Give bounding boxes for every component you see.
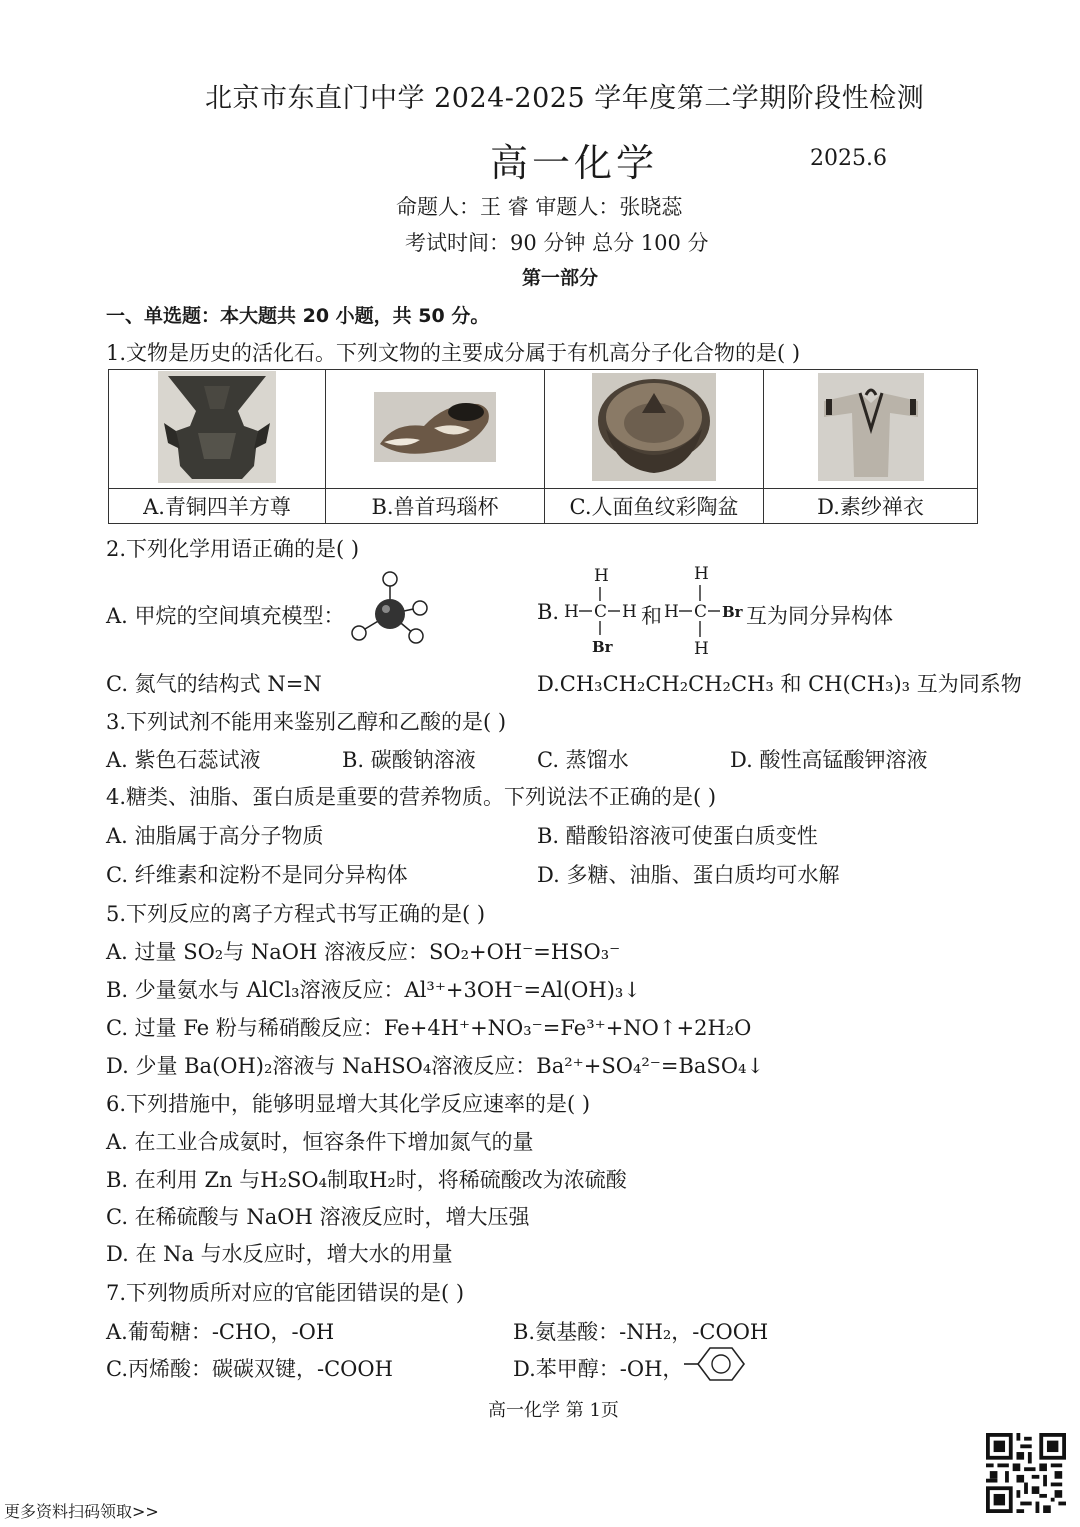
svg-text:H: H [694, 639, 709, 657]
q4-option-b: B. 醋酸铅溶液可使蛋白质变性 [537, 824, 818, 848]
q2-option-b-prefix: B. [537, 600, 560, 624]
exam-info: 考试时间：90 分钟 总分 100 分 [405, 231, 709, 255]
svg-text:H: H [564, 602, 579, 622]
exam-title: 北京市东直门中学 2024-2025 学年度第二学期阶段性检测 [205, 83, 925, 114]
q6-option-a: A. 在工业合成氨时，恒容条件下增加氮气的量 [106, 1130, 534, 1154]
q2-option-b-and: 和 [641, 604, 662, 628]
q2-option-a: A. 甲烷的空间填充模型： [106, 604, 345, 628]
q4-option-d: D. 多糖、油脂、蛋白质均可水解 [537, 863, 840, 887]
q3-option-c: C. 蒸馏水 [537, 748, 629, 772]
svg-text:Br: Br [592, 638, 613, 656]
q5-option-b: B. 少量氨水与 AlCl₃溶液反应：Al³⁺+3OH⁻=Al(OH)₃↓ [106, 978, 641, 1002]
subject-title: 高一化学 [490, 141, 659, 185]
q1-option-b: B.兽首玛瑙杯 [326, 489, 545, 524]
q3-option-a: A. 紫色石蕊试液 [106, 748, 261, 772]
q4-option-c: C. 纤维素和淀粉不是同分异构体 [106, 863, 408, 887]
more-resources-link[interactable]: 更多资料扫码领取>> [4, 1502, 159, 1521]
q5-option-c: C. 过量 Fe 粉与稀硝酸反应：Fe+4H⁺+NO₃⁻=Fe³⁺+NO↑+2H₂O [106, 1016, 752, 1040]
q6-option-c: C. 在稀硫酸与 NaOH 溶液反应时，增大压强 [106, 1205, 530, 1229]
q7-stem: 7.下列物质所对应的官能团错误的是( ) [106, 1281, 465, 1305]
q1-option-a: A.青铜四羊方尊 [109, 489, 326, 524]
part-heading: 第一部分 [522, 267, 599, 289]
q1-image-b [326, 370, 545, 489]
svg-text:H: H [622, 602, 637, 622]
q1-stem: 1.文物是历史的活化石。下列文物的主要成分属于有机高分子化合物的是( ) [106, 341, 801, 365]
q1-option-d: D.素纱禅衣 [764, 489, 978, 524]
q5-option-a: A. 过量 SO₂与 NaOH 溶液反应：SO₂+OH⁻=HSO₃⁻ [106, 940, 621, 964]
q7-option-b: B.氨基酸：-NH₂，-COOH [513, 1320, 769, 1344]
svg-text:C: C [594, 602, 608, 622]
q2-stem: 2.下列化学用语正确的是( ) [106, 537, 360, 561]
methane-model-icon [346, 570, 432, 648]
q4-option-a: A. 油脂属于高分子物质 [106, 824, 324, 848]
q2-option-b-suffix: 互为同分异构体 [746, 604, 893, 628]
q3-option-d: D. 酸性高锰酸钾溶液 [730, 748, 928, 772]
authors: 命题人：王 睿 审题人：张晓蕊 [396, 195, 683, 219]
section-heading: 一、单选题：本大题共 20 小题，共 50 分。 [106, 305, 490, 327]
q2-option-d: D.CH₃CH₂CH₂CH₂CH₃ 和 CH(CH₃)₃ 互为同系物 [537, 672, 1022, 696]
q1-option-c: C.人面鱼纹彩陶盆 [545, 489, 764, 524]
q6-stem: 6.下列措施中，能够明显增大其化学反应速率的是( ) [106, 1092, 591, 1116]
agate-cup-photo [374, 392, 496, 462]
q5-stem: 5.下列反应的离子方程式书写正确的是( ) [106, 902, 486, 926]
exam-date: 2025.6 [810, 146, 887, 171]
svg-text:Br: Br [722, 603, 743, 621]
q1-image-table [108, 369, 978, 524]
page-footer: 高一化学 第 1页 [488, 1400, 619, 1421]
q6-option-b: B. 在利用 Zn 与H₂SO₄制取H₂时，将稀硫酸改为浓硫酸 [106, 1168, 627, 1192]
q7-option-a: A.葡萄糖：-CHO，-OH [106, 1320, 335, 1344]
svg-text:C: C [694, 602, 708, 622]
q3-option-b: B. 碳酸钠溶液 [342, 748, 476, 772]
bronze-zun-photo [158, 371, 276, 483]
q4-stem: 4.糖类、油脂、蛋白质是重要的营养物质。下列说法不正确的是( ) [106, 785, 717, 809]
pottery-basin-photo [592, 373, 716, 481]
q1-image-a [109, 370, 326, 489]
svg-text:H: H [694, 565, 709, 584]
q3-stem: 3.下列试剂不能用来鉴别乙醇和乙酸的是( ) [106, 710, 507, 734]
svg-text:H: H [664, 602, 679, 622]
q5-option-d: D. 少量 Ba(OH)₂溶液与 NaHSO₄溶液反应：Ba²⁺+SO₄²⁻=BaSO₄↓ [106, 1054, 765, 1078]
qr-code-icon[interactable] [986, 1433, 1066, 1513]
q1-image-d [764, 370, 978, 489]
svg-text:H: H [594, 566, 609, 586]
q2-structural-formulas [560, 565, 770, 657]
q7-option-d: D.苯甲醇：-OH， [513, 1357, 684, 1381]
q2-option-c: C. 氮气的结构式 N=N [106, 672, 322, 696]
q6-option-d: D. 在 Na 与水反应时，增大水的用量 [106, 1242, 453, 1266]
q7-option-c: C.丙烯酸：碳碳双键，-COOH [106, 1357, 393, 1381]
benzene-ring-icon [684, 1344, 752, 1384]
silk-robe-photo [818, 373, 924, 481]
q1-image-c [545, 370, 764, 489]
